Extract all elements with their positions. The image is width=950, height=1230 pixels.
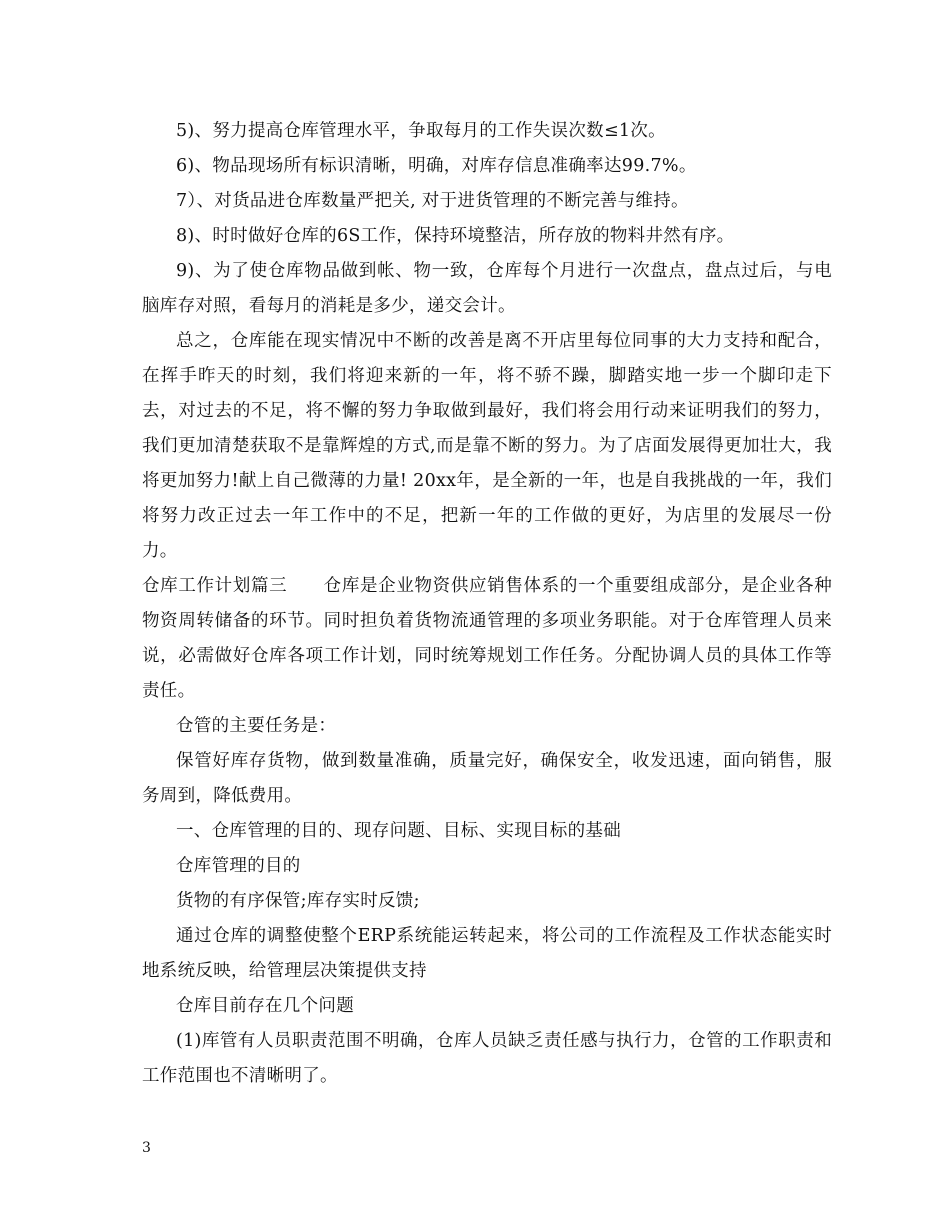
- paragraph: 5)、努力提高仓库管理水平，争取每月的工作失误次数≤1次。: [176, 121, 666, 141]
- paragraph: 7）、对货品进仓库数量严把关, 对于进货管理的不断完善与维持。: [176, 191, 689, 211]
- paragraph: 总之，仓库能在现实情况中不断的改善是离不开店里每位同事的大力支持和配合，在挥手昨天的时刻，我们将迎来新的一年，将不骄不躁，脚踏实地一步一个脚印走下去，对过去的不足，将不懈的努力争取做到最好，我们将会用行动来证明我们的努力，我们更加清楚获取不是靠辉煌的方式,而是靠不断的努力。为了店面发展得更加壮大，我将更加努力!献上自己微薄的力量! 20xx年，是全新的一年，也是自我挑战的一年，我们将努力改正过去一年工作中的不足，把新一年的工作做的更好，为店里的发展尽一份力。: [142, 331, 832, 561]
- document-body: [142, 114, 832, 1094]
- paragraph: 货物的有序保管;库存实时反馈;: [176, 891, 420, 911]
- paragraph: 6)、物品现场所有标识清晰，明确，对库存信息准确率达99.7%。: [176, 156, 697, 176]
- paragraph: 保管好库存货物，做到数量准确，质量完好，确保安全，收发迅速，面向销售，服务周到，降低费用。: [142, 751, 832, 806]
- paragraph: (1)库管有人员职责范围不明确，仓库人员缺乏责任感与执行力，仓管的工作职责和工作范围也不清晰明了。: [142, 1031, 832, 1086]
- paragraph: 仓库管理的目的: [176, 856, 301, 876]
- paragraph: 通过仓库的调整使整个ERP系统能运转起来，将公司的工作流程及工作状态能实时地系统反映，给管理层决策提供支持: [142, 926, 832, 981]
- paragraph: 8)、时时做好仓库的6S工作，保持环境整洁，所存放的物料井然有序。: [176, 226, 735, 246]
- paragraph: 9)、为了使仓库物品做到帐、物一致，仓库每个月进行一次盘点，盘点过后，与电脑库存对照，看每月的消耗是多少，递交会计。: [142, 261, 832, 316]
- page-number: 3: [142, 1140, 151, 1156]
- paragraph: 一、仓库管理的目的、现存问题、目标、实现目标的基础: [176, 821, 621, 841]
- section-heading-paragraph: 仓库工作计划篇三 仓库是企业物资供应销售体系的一个重要组成部分，是企业各种物资周转储备的环节。同时担负着货物流通管理的多项业务职能。对于仓库管理人员来说，必需做好仓库各项工作计划，同时统筹规划工作任务。分配协调人员的具体工作等责任。: [142, 576, 832, 701]
- paragraph: 仓管的主要任务是：: [176, 716, 337, 736]
- paragraph: 仓库目前存在几个问题: [176, 996, 354, 1016]
